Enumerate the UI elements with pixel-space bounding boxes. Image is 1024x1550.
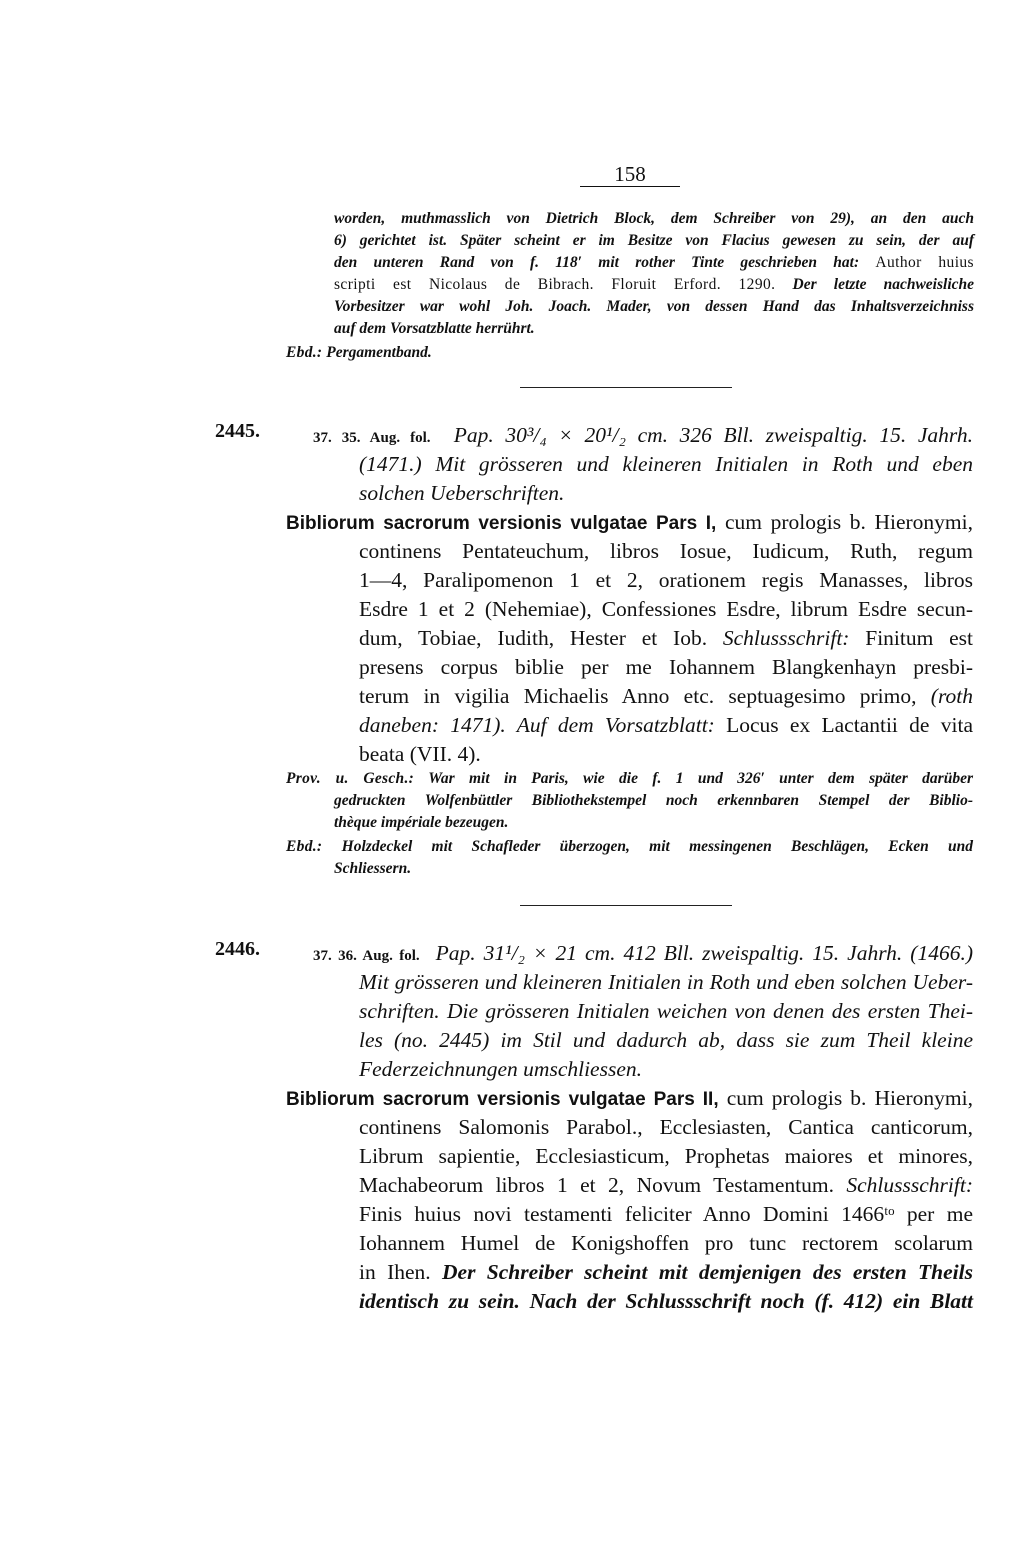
intro-line: Vorbesitzer war wohl Joh. Joach. Mader, von dessen Hand das Inhaltsverzeichniss — [334, 298, 974, 315]
intro-note — [334, 208, 974, 340]
work-title: Bibliorum sacrorum versionis vulgatae Pars II, — [286, 1089, 719, 1110]
provenance-note-cont: gedruckten Wolfenbüttler Bibliothekstempel noch erkennbaren Stempel der Biblio- thèque impériale bezeugen. — [334, 792, 973, 831]
intro-line: auf dem Vorsatzblatte herrührt. — [334, 320, 535, 337]
separator-rule — [520, 387, 732, 388]
page-number-rule — [580, 186, 680, 187]
entry-title-line: Bibliorum sacrorum versionis vulgatae Pars I, cum prologis b. Hieronymi, — [286, 510, 974, 534]
entry-description: 37. 36. Aug. fol. Pap. 31¹/₂ × 21 cm. 412 Bll. zweispaltig. 15. Jahrh. (1466.) — [313, 941, 973, 965]
intro-line: den unteren Rand von f. 118′ mit rother Tinte geschrieben hat: Author huius — [334, 254, 974, 271]
catalog-number: 2446. — [215, 938, 260, 960]
binding-label: Ebd.: — [286, 344, 323, 361]
entry-title-line: Bibliorum sacrorum versionis vulgatae Pars II, cum prologis b. Hieronymi, — [286, 1086, 973, 1110]
colophon-label: Schlussschrift: — [722, 626, 850, 650]
intro-line: worden, muthmasslich von Dietrich Block, dem Schreiber von 29), an den auch — [334, 210, 974, 227]
entry-body: continens Salomonis Parabol., Ecclesiasten, Cantica canticorum, Librum sapientie, Ecclesiasticum, Prophetas maiores et minores, Machabeorum libros 1 et 2, Novum Testamentum. Schlussschrift: Finis huius novi testamenti feliciter Anno Domini 1466ᵗᵒ per me Iohannem Humel de Konigshoffen pro tunc rectorem scolarum in Ihen. Der Schreiber scheint mit demjenigen des ersten Theils identisch zu sein. Nach der Schlussschrift noch (f. 412) ein Blatt — [359, 1115, 973, 1313]
colophon-label: Schlussschrift: — [846, 1173, 973, 1197]
intro-binding — [286, 342, 886, 364]
provenance-note: Prov. u. Gesch.: War mit in Paris, wie die f. 1 und 326′ unter dem später darüber — [286, 770, 973, 787]
page-number: 158 — [614, 162, 646, 186]
work-title: Bibliorum sacrorum versionis vulgatae Pars I, — [286, 513, 717, 534]
binding-label: Ebd.: — [286, 838, 323, 855]
shelfmark: 37. 36. Aug. fol. — [313, 948, 420, 964]
binding-note-cont: Schliessern. — [334, 860, 412, 877]
entry-description-cont: (1471.) Mit grösseren und kleineren Initialen in Roth und eben solchen Ueberschriften. — [359, 452, 973, 505]
entry-description-cont: Mit grösseren und kleineren Initialen in Roth und eben solchen Ueber- schriften. Die grösseren Initialen weichen von denen des ersten Thei- les (no. 2445) im Stil und dadurch ab, dass sie zum Theil kleine Federzeichnungen umschliessen. — [359, 970, 973, 1081]
intro-line: scripti est Nicolaus de Bibrach. Floruit Erford. 1290. Der letzte nachweisliche — [334, 276, 975, 293]
separator-rule — [520, 905, 732, 906]
entry-description: 37. 35. Aug. fol. Pap. 30³/₄ × 20¹/₂ cm. 326 Bll. zweispaltig. 15. Jahrh. — [313, 423, 973, 447]
shelfmark: 37. 35. Aug. fol. — [313, 430, 431, 446]
binding-text: Pergamentband. — [326, 344, 432, 361]
provenance-label: Prov. u. Gesch.: — [286, 770, 415, 787]
entry-body: continens Pentateuchum, libros Iosue, Iudicum, Ruth, regum 1—4, Paralipomenon 1 et 2, orationem regis Manasses, libros Esdre 1 et 2 (Nehemiae), Confessiones Esdre, librum Esdre secun- dum, Tobiae, Iudith, Hester et Iob. Schlussschrift: Finitum est presens corpus biblie per me Iohannem Blangkenhayn presbi- terum in vigilia Michaelis Anno etc. septuagesimo primo, (roth daneben: 1471). Auf dem Vorsatzblatt: Locus ex Lactantii de vita beata (VII. 4). — [359, 539, 974, 766]
intro-line: 6) gerichtet ist. Später scheint er im Besitze von Flacius gewesen zu sein, der auf — [334, 232, 974, 249]
catalog-number: 2445. — [215, 420, 260, 442]
binding-note: Ebd.: Holzdeckel mit Schafleder überzogen, mit messingenen Beschlägen, Ecken und — [286, 838, 973, 855]
